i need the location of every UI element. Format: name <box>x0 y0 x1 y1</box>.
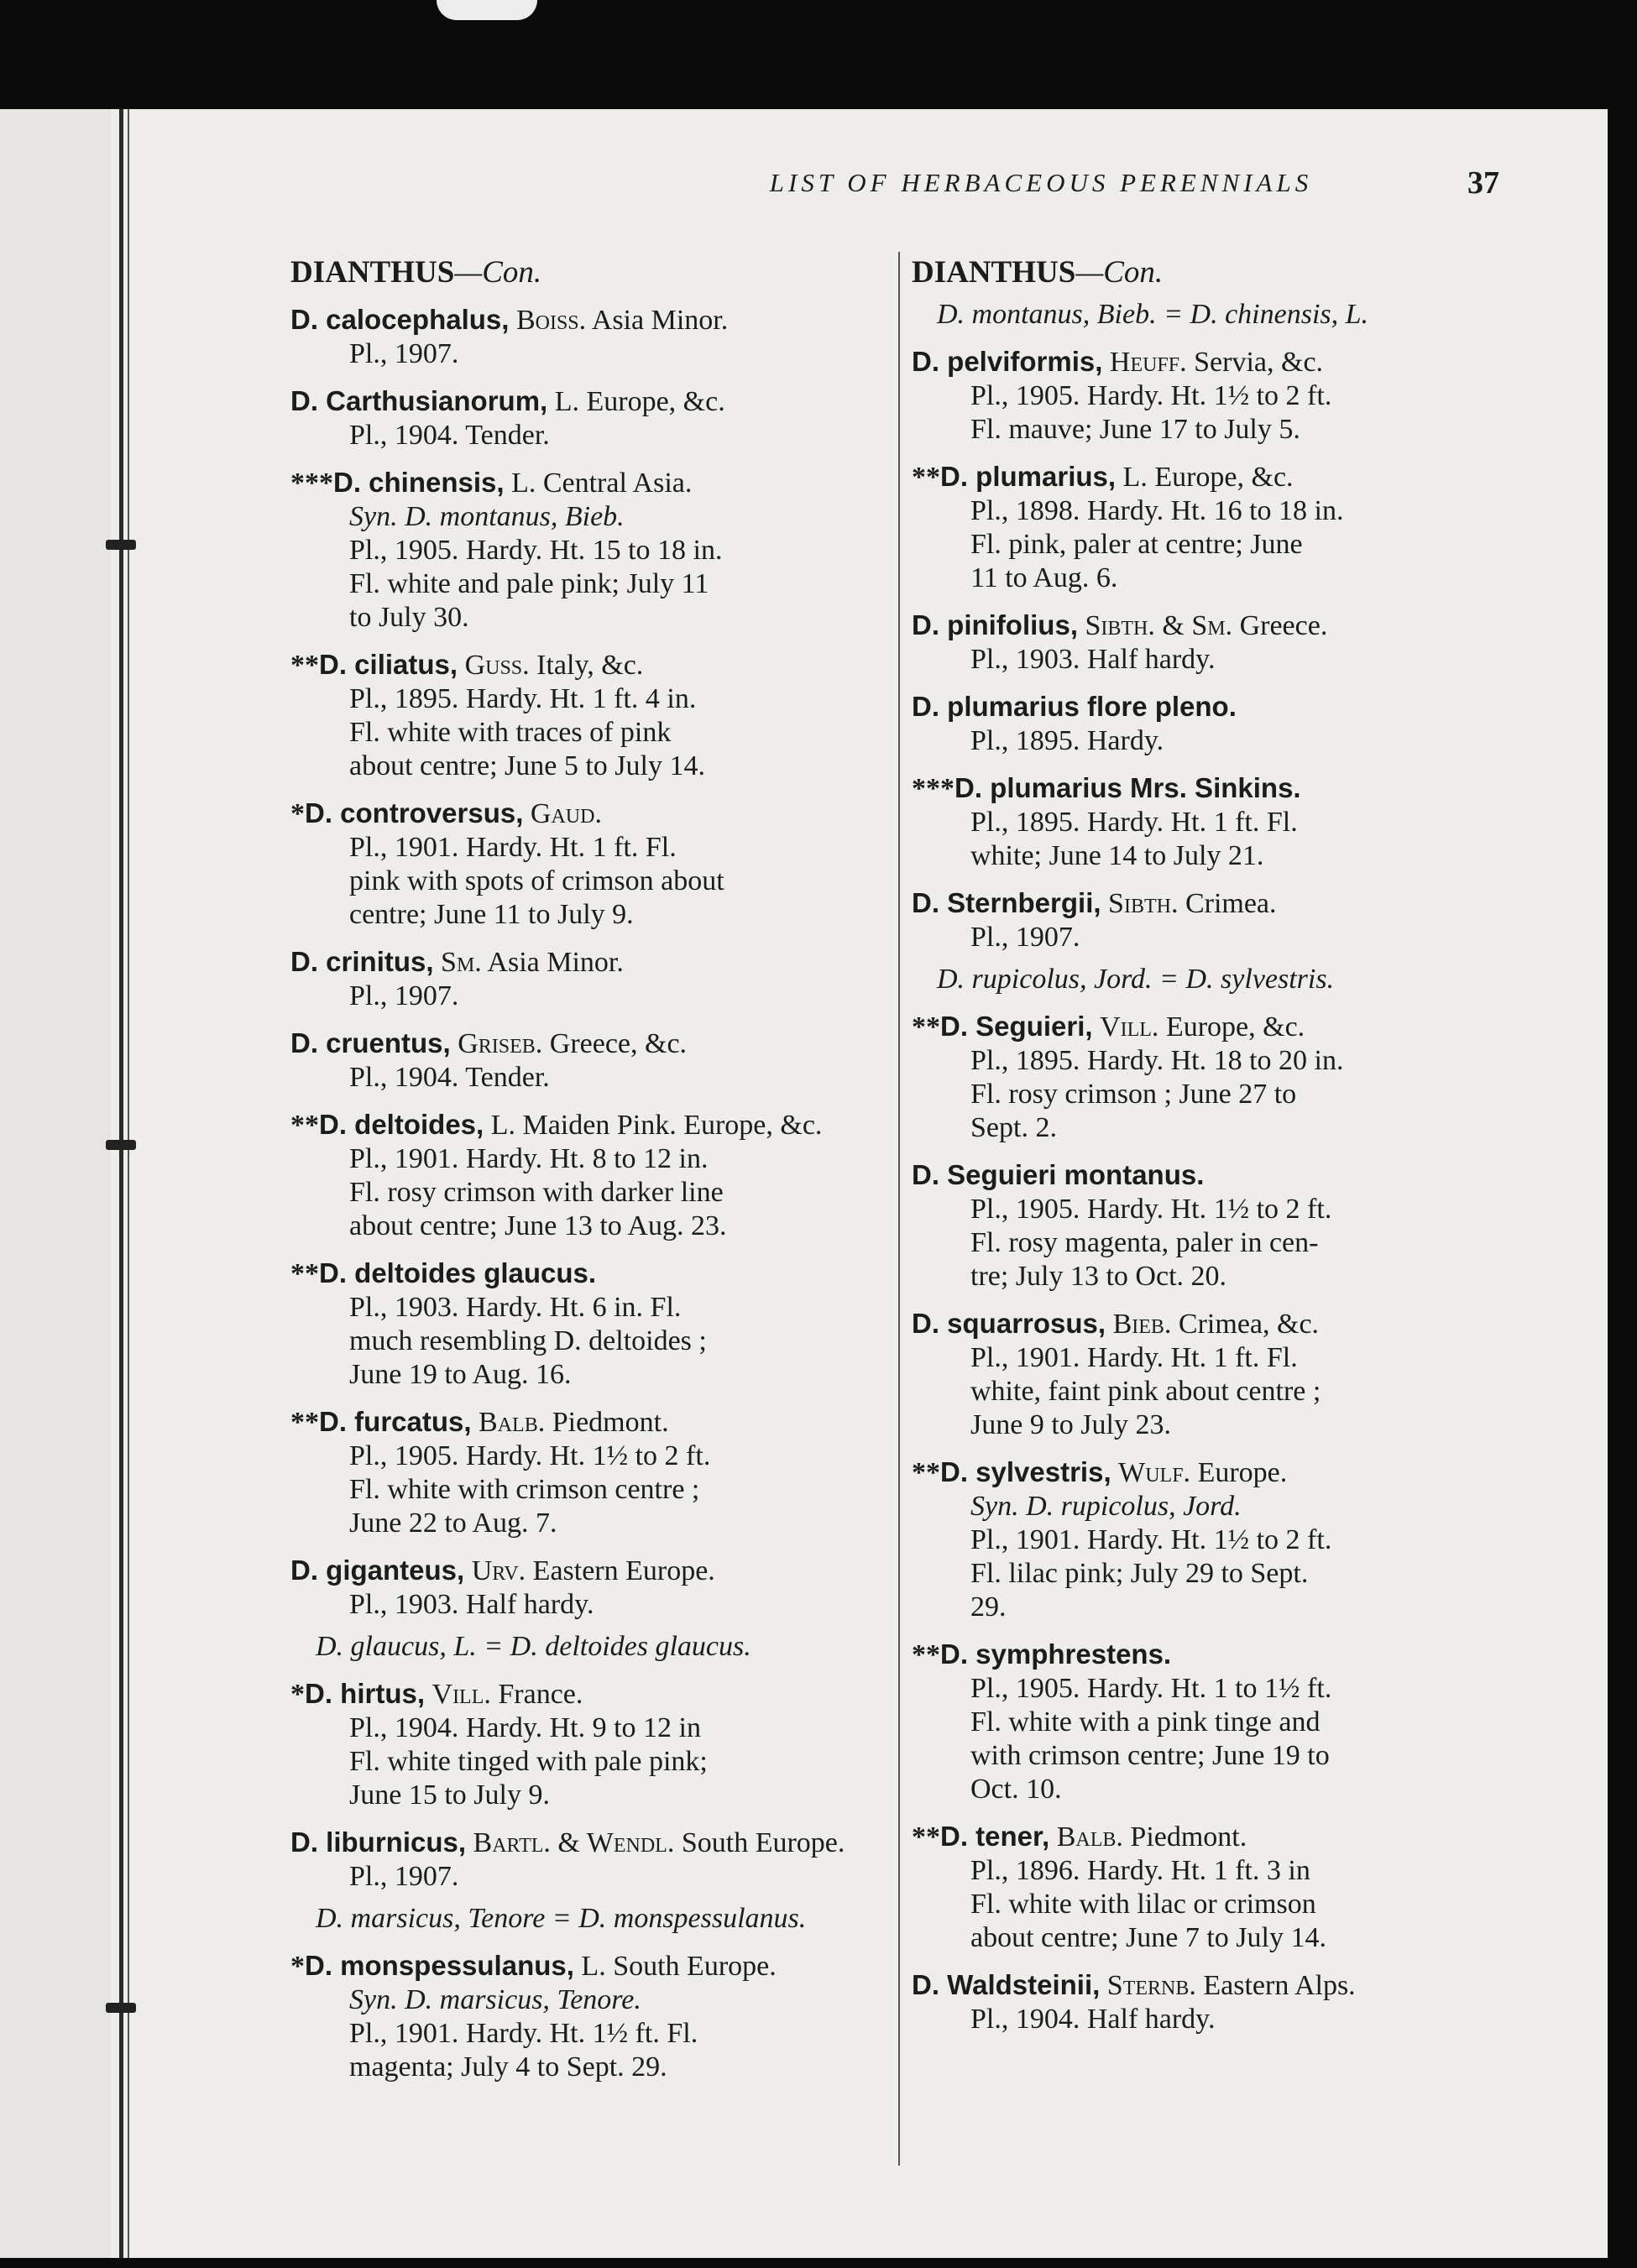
entry-detail-line: tre; July 13 to Oct. 20. <box>970 1261 1227 1292</box>
entry-detail-line: Pl., 1904. Tender. <box>349 420 550 451</box>
plant-entry <box>290 1949 883 2084</box>
entry-detail-line: Pl., 1901. Hardy. Ht. 1 ft. Fl. <box>970 1342 1298 1373</box>
entry-detail-line: Pl., 1895. Hardy. <box>970 725 1164 756</box>
species-region: Servia, &c. <box>1194 347 1324 378</box>
entry-head <box>290 1554 883 1588</box>
entry-detail-line: Pl., 1907. <box>349 1861 459 1892</box>
plant-entry <box>290 797 883 932</box>
plant-entry <box>912 1455 1508 1624</box>
entry-detail-line: Pl., 1907. <box>970 922 1080 953</box>
plant-entry <box>912 690 1508 758</box>
plant-entry <box>912 460 1508 595</box>
species-name: D. calocephalus, <box>290 304 510 335</box>
entry-detail-line: Fl. lilac pink; July 29 to Sept. <box>970 1558 1309 1589</box>
entry-detail-line: Fl. white with traces of pink <box>349 717 672 748</box>
entry-detail-line: Pl., 1904. Hardy. Ht. 9 to 12 in <box>349 1712 702 1743</box>
synonym: Syn. D. marsicus, Tenore. <box>349 1984 641 2015</box>
plant-entry <box>290 945 883 1013</box>
species-name: D. hirtus, <box>305 1678 426 1709</box>
entry-head <box>290 1677 883 1711</box>
species-author: L. <box>490 1110 515 1141</box>
species-name: D. crinitus, <box>290 946 434 977</box>
species-region: Central Asia. <box>542 468 693 499</box>
plant-entry <box>290 1554 883 1622</box>
species-author: L. <box>581 1951 606 1982</box>
entry-detail-line: Fl. rosy crimson with darker line <box>349 1177 724 1208</box>
previous-page-edge <box>0 109 111 2258</box>
binding-clip-mark <box>106 540 136 550</box>
entry-detail-line: Fl. white with a pink tinge and <box>970 1706 1321 1738</box>
entry-head <box>290 1027 883 1061</box>
species-region: Maiden Pink. Europe, &c. <box>522 1110 823 1141</box>
left-column <box>290 256 883 2084</box>
entry-detail-line: Pl., 1901. Hardy. Ht. 1 ft. Fl. <box>349 832 677 863</box>
plant-entry <box>912 886 1508 954</box>
entry-detail-line: Pl., 1905. Hardy. Ht. 1½ to 2 ft. <box>970 1194 1332 1225</box>
merit-stars: *** <box>290 468 333 499</box>
species-name: D. plumarius, <box>940 461 1117 492</box>
binding-clip-mark <box>106 1140 136 1150</box>
entry-detail-line: Sept. 2. <box>970 1112 1057 1143</box>
species-name: D. Waldsteinii, <box>912 1969 1101 2000</box>
species-author: L. <box>1122 462 1148 493</box>
genus-heading: DIANTHUS—Con. <box>290 255 542 290</box>
entry-head <box>912 1455 1508 1490</box>
species-author: L. <box>511 468 536 499</box>
species-region: France. <box>498 1679 583 1710</box>
species-name: D. ciliatus, <box>319 649 458 680</box>
entry-head <box>912 1158 1508 1193</box>
cross-reference <box>290 1630 883 1664</box>
entry-detail-line: Pl., 1907. <box>349 980 459 1011</box>
species-region: Europe, &c. <box>1154 462 1294 493</box>
entry-detail-line: June 22 to Aug. 7. <box>349 1508 557 1539</box>
entry-detail-line: 29. <box>970 1591 1007 1623</box>
plant-entry <box>290 1027 883 1095</box>
species-author: Bartl. & Wendl. <box>473 1827 675 1858</box>
entry-head <box>290 1257 883 1291</box>
species-author: Sternb. <box>1106 1970 1196 2001</box>
species-name: D. pinifolius, <box>912 609 1078 640</box>
entry-detail-line: June 9 to July 23. <box>970 1409 1171 1440</box>
plant-entry <box>912 1820 1508 1955</box>
entry-detail-line: white; June 14 to July 21. <box>970 840 1264 871</box>
running-title: LIST OF HERBACEOUS PERENNIALS <box>769 168 1313 197</box>
entry-detail-line: Pl., 1907. <box>349 338 459 369</box>
entry-detail-line: Fl. white and pale pink; July 11 <box>349 568 709 599</box>
plant-entry <box>912 771 1508 873</box>
plant-entry <box>290 303 883 371</box>
species-author: Vill. <box>431 1679 491 1710</box>
species-author: L. <box>554 386 579 417</box>
entry-head <box>912 1307 1508 1341</box>
species-author: Griseb. <box>458 1028 543 1059</box>
species-region: Europe. <box>1197 1457 1288 1488</box>
plant-entry <box>290 1405 883 1540</box>
plant-entry <box>290 1108 883 1243</box>
entry-detail-line: pink with spots of crimson about <box>349 865 724 896</box>
species-author: Boiss. <box>515 305 587 336</box>
species-name: D. tener, <box>940 1821 1050 1852</box>
entry-head <box>290 1826 883 1860</box>
species-name: D. giganteus, <box>290 1555 465 1586</box>
entry-detail-line: centre; June 11 to July 9. <box>349 899 634 930</box>
species-region: Crimea, &c. <box>1178 1309 1320 1340</box>
entry-detail-line: with crimson centre; June 19 to <box>970 1740 1330 1771</box>
species-name: D. cruentus, <box>290 1027 451 1058</box>
entry-detail-line: Pl., 1901. Hardy. Ht. 1½ ft. Fl. <box>349 2018 698 2049</box>
merit-stars: * <box>290 1679 305 1710</box>
entry-detail-line: to July 30. <box>349 602 469 633</box>
entry-detail-line: Fl. white with lilac or crimson <box>970 1889 1316 1920</box>
species-region: Asia Minor. <box>487 947 624 978</box>
species-name: D. squarrosus, <box>912 1308 1106 1339</box>
species-author: Heuff. <box>1109 347 1187 378</box>
merit-stars: ** <box>290 1407 319 1438</box>
plant-entry <box>912 1010 1508 1145</box>
entry-head <box>912 771 1508 806</box>
entry-detail-line: June 19 to Aug. 16. <box>349 1359 572 1390</box>
ink-blot <box>437 0 537 20</box>
species-name: D. monspessulanus, <box>305 1950 574 1981</box>
species-author: Guss. <box>464 650 530 681</box>
merit-stars: ** <box>290 650 319 681</box>
species-author: Balb. <box>479 1407 546 1438</box>
plant-entry <box>912 345 1508 447</box>
entry-detail-line: June 15 to July 9. <box>349 1779 550 1811</box>
synonym: Syn. D. rupicolus, Jord. <box>970 1491 1242 1522</box>
species-name: D. sylvestris, <box>940 1456 1111 1487</box>
entry-detail-line: Pl., 1898. Hardy. Ht. 16 to 18 in. <box>970 495 1344 526</box>
entry-head <box>290 1949 883 1983</box>
entry-head <box>912 1820 1508 1854</box>
species-author: Sibth. & Sm. <box>1085 610 1233 641</box>
species-author: Sibth. <box>1108 888 1179 919</box>
species-name: D. Seguieri, <box>940 1011 1093 1042</box>
entry-detail-line: about centre; June 5 to July 14. <box>349 750 705 781</box>
entry-head <box>290 1405 883 1440</box>
entry-detail-line: Pl., 1904. Tender. <box>349 1062 550 1093</box>
species-region: Europe, &c. <box>1165 1011 1305 1043</box>
species-name: D. liburnicus, <box>290 1826 467 1858</box>
entry-detail-line: about centre; June 13 to Aug. 23. <box>349 1210 727 1241</box>
plant-entry <box>912 1307 1508 1442</box>
binding-clip-mark <box>106 2003 136 2013</box>
right-column <box>912 256 1508 2036</box>
species-region: Crimea. <box>1185 888 1277 919</box>
merit-stars: ** <box>290 1110 319 1141</box>
entry-detail-line: Pl., 1896. Hardy. Ht. 1 ft. 3 in <box>970 1855 1310 1886</box>
species-region: Eastern Europe. <box>532 1555 715 1586</box>
species-region: South Europe. <box>681 1827 845 1858</box>
entry-detail-line: Pl., 1903. Half hardy. <box>349 1589 594 1620</box>
species-name: D. deltoides, <box>319 1109 484 1140</box>
entry-detail-line: much resembling D. deltoides ; <box>349 1325 707 1356</box>
entry-head <box>912 460 1508 494</box>
plant-entry <box>290 1826 883 1894</box>
entry-detail-line: Oct. 10. <box>970 1774 1062 1805</box>
page-binding-line-inner <box>128 109 129 2258</box>
cross-reference-text: D. rupicolus, Jord. = D. sylvestris. <box>937 964 1335 995</box>
entry-detail-line: 11 to Aug. 6. <box>970 562 1118 593</box>
entry-head <box>912 609 1508 643</box>
entry-head <box>290 1108 883 1142</box>
species-name: D. plumarius flore pleno. <box>912 691 1237 722</box>
entry-detail-line: Fl. rosy crimson ; June 27 to <box>970 1079 1297 1110</box>
merit-stars: ** <box>912 1639 940 1670</box>
plant-entry <box>290 384 883 452</box>
entry-detail-line: about centre; June 7 to July 14. <box>970 1922 1326 1953</box>
cross-reference <box>912 963 1508 996</box>
plant-entry <box>290 466 883 635</box>
merit-stars: ** <box>290 1258 319 1289</box>
plant-entry <box>912 1638 1508 1806</box>
species-author: Gaud. <box>530 798 602 829</box>
cross-reference <box>912 298 1508 332</box>
cross-reference <box>290 1902 883 1936</box>
entry-head <box>912 1010 1508 1044</box>
plant-entry <box>912 609 1508 677</box>
species-name: D. pelviformis, <box>912 346 1103 377</box>
species-name: D. plumarius Mrs. Sinkins. <box>954 772 1301 803</box>
plant-entry <box>290 1257 883 1392</box>
species-author: Wulf. <box>1118 1457 1191 1488</box>
entry-detail-line: white, faint pink about centre ; <box>970 1376 1321 1407</box>
species-name: D. Carthusianorum, <box>290 385 548 416</box>
species-author: Urv. <box>471 1555 526 1586</box>
entry-detail-line: Pl., 1895. Hardy. Ht. 18 to 20 in. <box>970 1045 1344 1076</box>
entry-head <box>912 886 1508 921</box>
merit-stars: * <box>290 798 305 829</box>
entry-detail-line: Fl. white tinged with pale pink; <box>349 1746 708 1777</box>
species-name: D. furcatus, <box>319 1406 472 1437</box>
entry-detail-line: Pl., 1901. Hardy. Ht. 8 to 12 in. <box>349 1143 709 1174</box>
genus-heading: DIANTHUS—Con. <box>912 255 1164 290</box>
merit-stars: ** <box>912 1821 940 1853</box>
merit-stars: ** <box>912 1457 940 1488</box>
merit-stars: ** <box>912 462 940 493</box>
entry-detail-line: Fl. mauve; June 17 to July 5. <box>970 414 1300 445</box>
entry-detail-line: Pl., 1905. Hardy. Ht. 1½ to 2 ft. <box>349 1440 711 1471</box>
entry-head <box>912 1638 1508 1672</box>
plant-entry <box>912 1968 1508 2036</box>
entry-detail-line: Pl., 1895. Hardy. Ht. 1 ft. 4 in. <box>349 683 697 714</box>
species-name: D. chinensis, <box>333 467 505 498</box>
merit-stars: ** <box>912 1011 940 1043</box>
cross-reference-text: D. montanus, Bieb. = D. chinensis, L. <box>937 299 1369 330</box>
entry-detail-line: Pl., 1904. Half hardy. <box>970 2004 1216 2035</box>
entry-head <box>290 797 883 831</box>
merit-stars: * <box>290 1951 305 1982</box>
entry-detail-line: Pl., 1903. Half hardy. <box>970 644 1216 675</box>
merit-stars: *** <box>912 773 954 804</box>
species-region: Greece, &c. <box>549 1028 688 1059</box>
entry-detail-line: Fl. pink, paler at centre; June <box>970 529 1303 560</box>
species-region: Piedmont. <box>1130 1821 1247 1853</box>
page-binding-line <box>119 109 123 2258</box>
entry-detail-line: Pl., 1903. Hardy. Ht. 6 in. Fl. <box>349 1292 682 1323</box>
entry-head <box>912 690 1508 724</box>
synonym: Syn. D. montanus, Bieb. <box>349 501 625 532</box>
entry-detail-line: Pl., 1895. Hardy. Ht. 1 ft. Fl. <box>970 807 1298 838</box>
species-region: Greece. <box>1239 610 1328 641</box>
species-region: Eastern Alps. <box>1203 1970 1356 2001</box>
plant-entry <box>912 1158 1508 1293</box>
entry-head <box>290 384 883 419</box>
entry-detail-line: Fl. white with crimson centre ; <box>349 1474 700 1505</box>
entry-head <box>290 466 883 500</box>
entry-detail-line: Pl., 1901. Hardy. Ht. 1½ to 2 ft. <box>970 1524 1332 1555</box>
cross-reference-text: D. glaucus, L. = D. deltoides glaucus. <box>316 1631 751 1662</box>
species-name: D. deltoides glaucus. <box>319 1257 597 1288</box>
species-author: Sm. <box>441 947 482 978</box>
entry-head <box>290 945 883 980</box>
entry-detail-line: Pl., 1905. Hardy. Ht. 15 to 18 in. <box>349 535 723 566</box>
entry-head <box>912 345 1508 379</box>
column-divider <box>898 252 900 2166</box>
plant-entry <box>290 648 883 783</box>
species-author: Vill. <box>1100 1011 1159 1043</box>
species-region: South Europe. <box>613 1951 777 1982</box>
species-name: D. Sternbergii, <box>912 887 1101 918</box>
page-number: 37 <box>1467 165 1499 201</box>
entry-head <box>290 303 883 337</box>
entry-detail-line: magenta; July 4 to Sept. 29. <box>349 2051 667 2082</box>
species-region: Asia Minor. <box>591 305 729 336</box>
species-region: Italy, &c. <box>536 650 644 681</box>
species-author: Bieb. <box>1112 1309 1172 1340</box>
species-name: D. Seguieri montanus. <box>912 1159 1205 1190</box>
species-region: Europe, &c. <box>586 386 725 417</box>
species-author: Balb. <box>1056 1821 1123 1853</box>
plant-entry <box>290 1677 883 1812</box>
cross-reference-text: D. marsicus, Tenore = D. monspessulanus. <box>316 1903 807 1934</box>
species-name: D. controversus, <box>305 797 524 828</box>
entry-head <box>290 648 883 682</box>
entry-detail-line: Pl., 1905. Hardy. Ht. 1½ to 2 ft. <box>970 380 1332 411</box>
entry-detail-line: Pl., 1905. Hardy. Ht. 1 to 1½ ft. <box>970 1673 1332 1704</box>
species-region: Piedmont. <box>552 1407 669 1438</box>
entry-head <box>912 1968 1508 2003</box>
entry-detail-line: Fl. rosy magenta, paler in cen- <box>970 1227 1319 1258</box>
species-name: D. symphrestens. <box>940 1638 1172 1670</box>
